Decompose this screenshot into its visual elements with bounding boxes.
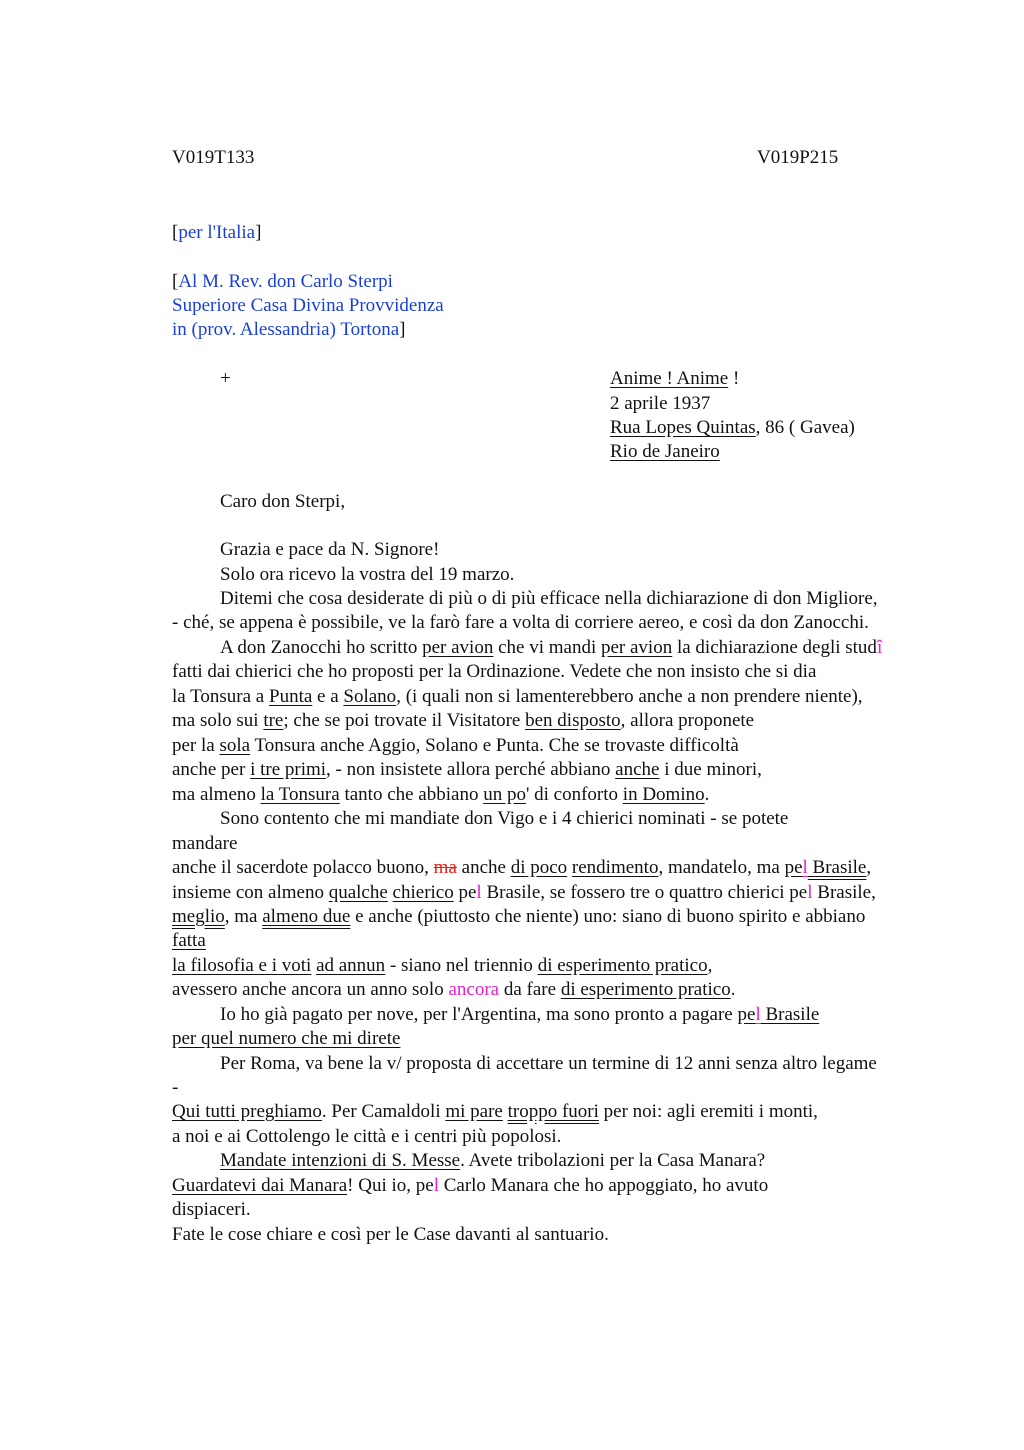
body-line: - ché, se appena è possibile, ve la farò fare a volta di corriere aereo, e così da don Zanocchi.: [172, 612, 869, 633]
body-line: la filosofia e i voti ad annun - siano nel triennio di esperimento pratico,: [172, 955, 713, 976]
street-line: Rua Lopes Quintas, 86 ( Gavea): [610, 417, 855, 438]
body-line: Ditemi che cosa desiderate di più o di più efficace nella dichiarazione di don Migliore,: [220, 588, 878, 609]
body-line: A don Zanocchi ho scritto per avion che vi mandi per avion la dichiarazione degli studî: [220, 637, 883, 658]
body-line: Qui tutti preghiamo. Per Camaldoli mi pare troppo fuori per noi: agli eremiti i monti,: [172, 1101, 818, 1122]
cross-symbol: +: [220, 368, 231, 389]
address-line-3: in (prov. Alessandria) Tortona]: [172, 319, 406, 340]
body-line: fatti dai chierici che ho proposti per la Ordinazione. Vedete che non insisto che si dia: [172, 661, 817, 682]
address-line-2: Superiore Casa Divina Provvidenza: [172, 295, 444, 316]
body-line: la Tonsura a Punta e a Solano, (i quali non si lamenterebbero anche a non prendere niente),: [172, 686, 863, 707]
struck-word: ma: [433, 857, 457, 878]
body-line: Io ho già pagato per nove, per l'Argentina, ma sono pronto a pagare pel Brasile: [220, 1004, 820, 1025]
body-line: meglio, ma almeno due e anche (piuttosto che niente) uno: siano di buono spirito e abbiano: [172, 906, 866, 927]
greeting: Caro don Sterpi,: [220, 491, 346, 512]
address-line-1: [Al M. Rev. don Carlo Sterpi: [172, 271, 393, 292]
motto-line: Anime ! Anime !: [610, 368, 740, 389]
body-line: a noi e ai Cottolengo le città e i centri più popolosi.: [172, 1126, 562, 1147]
body-line: -: [172, 1077, 179, 1098]
body-line: fatta: [172, 930, 206, 951]
document-code-right: V019P215: [757, 147, 839, 168]
body-line: mandare: [172, 833, 238, 854]
body-line: Guardatevi dai Manara! Qui io, pel Carlo Manara che ho appoggiato, ho avuto: [172, 1175, 769, 1196]
body-line: dispiaceri.: [172, 1199, 251, 1220]
body-line: ma almeno la Tonsura tanto che abbiano un po' di conforto in Domino.: [172, 784, 710, 805]
date-line: 2 aprile 1937: [610, 393, 711, 414]
body-line: Per Roma, va bene la v/ proposta di accettare un termine di 12 anni senza altro legame: [220, 1053, 877, 1074]
body-line: ma solo sui tre; che se poi trovate il Visitatore ben disposto, allora proponete: [172, 710, 755, 731]
body-line: avessero anche ancora un anno solo ancora da fare di esperimento pratico.: [172, 979, 736, 1000]
destination-text: per l'Italia: [178, 222, 256, 243]
body-line: anche il sacerdote polacco buono, ma anche di poco rendimento, mandatelo, ma pel Brasile,: [172, 857, 872, 878]
body-line: Solo ora ricevo la vostra del 19 marzo.: [220, 564, 515, 585]
body-line: Grazia e pace da N. Signore!: [220, 539, 440, 560]
body-line: Fate le cose chiare e così per le Case davanti al santuario.: [172, 1224, 609, 1245]
body-line: Sono contento che mi mandiate don Vigo e i 4 chierici nominati - se potete: [220, 808, 789, 829]
body-line: Mandate intenzioni di S. Messe. Avete tribolazioni per la Casa Manara?: [220, 1150, 766, 1171]
city-line: Rio de Janeiro: [610, 441, 720, 462]
document-code-left: V019T133: [172, 147, 255, 168]
body-line: insieme con almeno qualche chierico pel Brasile, se fossero tre o quattro chierici pel Brasile,: [172, 882, 876, 903]
body-line: anche per i tre primi, - non insistete allora perché abbiano anche i due minori,: [172, 759, 762, 780]
destination-line: [per l'Italia]: [172, 222, 262, 243]
body-line: per la sola Tonsura anche Aggio, Solano e Punta. Che se trovaste difficoltà: [172, 735, 739, 756]
body-line: per quel numero che mi direte: [172, 1028, 401, 1049]
